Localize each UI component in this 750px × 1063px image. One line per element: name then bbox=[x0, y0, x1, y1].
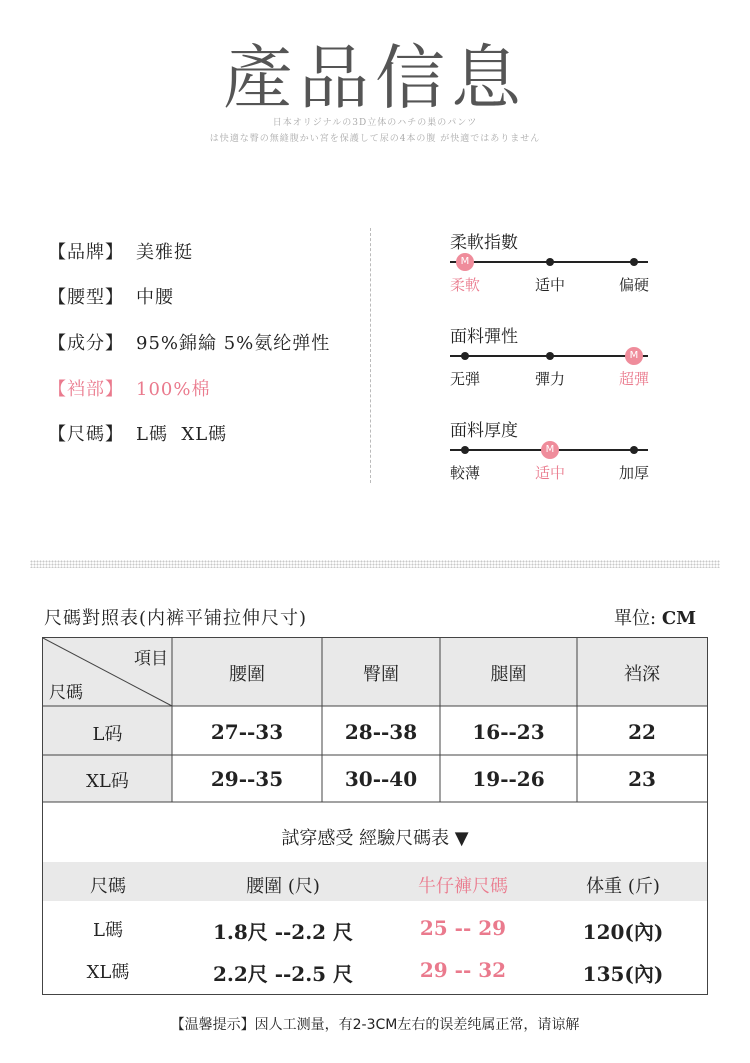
scale-title: 面料彈性 bbox=[450, 327, 518, 347]
info-key: 【品牌】 bbox=[48, 242, 124, 263]
info-material bbox=[48, 329, 330, 355]
col-hip: 臀圍 bbox=[363, 664, 399, 685]
info-key: 【成分】 bbox=[48, 333, 124, 354]
scale-marker: M bbox=[456, 253, 474, 271]
scale-label: 适中 bbox=[534, 464, 565, 482]
scale-dot bbox=[461, 446, 469, 454]
size-table bbox=[42, 637, 708, 995]
cell-xl-thigh: 19--26 bbox=[472, 767, 545, 791]
col-waist: 腰圍 bbox=[229, 664, 265, 685]
vertical-divider bbox=[370, 228, 371, 483]
exp-row-l-size: L碼 bbox=[93, 920, 123, 941]
corner-size-label: 尺碼 bbox=[49, 683, 83, 703]
exp-row-l-waist: 1.8尺 --2.2 尺 bbox=[212, 920, 354, 944]
corner-item-label: 項目 bbox=[134, 649, 168, 669]
experience-title: 試穿感受 經驗尺碼表 ▼ bbox=[281, 828, 469, 849]
cell-xl-waist: 29--35 bbox=[210, 767, 284, 791]
subtitle-line-2: は快適な臀の無縫腹かい宮を保護して尿の4本の腹 が快適ではありません bbox=[209, 134, 541, 144]
info-crotch bbox=[48, 375, 210, 401]
cell-l-thigh: 16--23 bbox=[472, 720, 545, 744]
row-size-l: L码 bbox=[92, 724, 123, 745]
col-rise: 裆深 bbox=[624, 664, 660, 685]
scale-marker: M bbox=[625, 347, 643, 365]
info-key: 【尺碼】 bbox=[48, 424, 124, 445]
info-size bbox=[48, 420, 227, 446]
exp-row-xl-weight: 135(內) bbox=[582, 962, 664, 986]
exp-col-jeans: 牛仔褲尺碼 bbox=[418, 876, 508, 897]
scale-label: 无弾 bbox=[449, 370, 480, 388]
info-brand bbox=[48, 238, 193, 264]
scale-label: 加厚 bbox=[618, 464, 649, 482]
scale-title: 柔軟指數 bbox=[450, 233, 518, 253]
scale-title: 面料厚度 bbox=[450, 421, 518, 441]
info-value: L碼 XL碼 bbox=[136, 424, 228, 445]
exp-row-xl-waist: 2.2尺 --2.5 尺 bbox=[212, 962, 354, 986]
info-value: 中腰 bbox=[136, 287, 174, 308]
scale-label: 較薄 bbox=[449, 464, 480, 482]
unit-value: CM bbox=[661, 608, 697, 629]
cell-xl-rise: 23 bbox=[628, 767, 656, 791]
page-title: 產品信息 bbox=[223, 37, 527, 119]
scale-dot bbox=[546, 352, 554, 360]
cell-l-waist: 27--33 bbox=[210, 720, 284, 744]
info-waist-type bbox=[48, 283, 174, 309]
scale-label: 柔軟 bbox=[449, 276, 480, 294]
unit-label bbox=[614, 604, 696, 630]
scale-dot bbox=[461, 352, 469, 360]
col-thigh: 腿圍 bbox=[490, 664, 527, 685]
scale-marker: M bbox=[541, 441, 559, 459]
subtitle-line-1: 日本オリジナルの3D立体のハチの巣のパンツ bbox=[272, 118, 478, 128]
exp-col-size: 尺碼 bbox=[90, 876, 126, 897]
size-chart-title: 尺碼對照表(内裤平铺拉伸尺寸) bbox=[44, 608, 308, 629]
unit-text: 單位: bbox=[614, 608, 657, 629]
cell-l-rise: 22 bbox=[628, 720, 656, 744]
cell-xl-hip: 30--40 bbox=[344, 767, 418, 791]
exp-row-l-jeans: 25 -- 29 bbox=[419, 916, 507, 940]
info-value: 100%棉 bbox=[136, 379, 211, 400]
notice-text: 【温馨提示】因人工测量，有2-3CM左右的误差纯属正常，请谅解 bbox=[170, 1017, 580, 1033]
scale-label: 适中 bbox=[534, 276, 565, 294]
exp-row-l-weight: 120(內) bbox=[582, 920, 664, 944]
scale-dot bbox=[630, 258, 638, 266]
exp-row-xl-size: XL碼 bbox=[86, 962, 130, 983]
exp-col-waist: 腰圍 (尺) bbox=[246, 876, 320, 897]
info-key: 【裆部】 bbox=[48, 379, 124, 400]
info-value: 美雅挺 bbox=[136, 242, 193, 263]
scale-dot bbox=[546, 258, 554, 266]
exp-col-weight: 体重 (斤) bbox=[586, 876, 660, 897]
scale-dot bbox=[630, 446, 638, 454]
info-key: 【腰型】 bbox=[48, 287, 124, 308]
exp-row-xl-jeans: 29 -- 32 bbox=[419, 958, 507, 982]
scale-label: 偏硬 bbox=[618, 276, 649, 294]
dotted-separator bbox=[30, 560, 720, 568]
cell-l-hip: 28--38 bbox=[344, 720, 418, 744]
scale-label: 彈力 bbox=[534, 370, 565, 388]
row-size-xl: XL码 bbox=[86, 771, 129, 792]
info-value: 95%錦綸 5%氨纶弹性 bbox=[136, 333, 331, 354]
scale-label: 超彈 bbox=[618, 370, 649, 388]
